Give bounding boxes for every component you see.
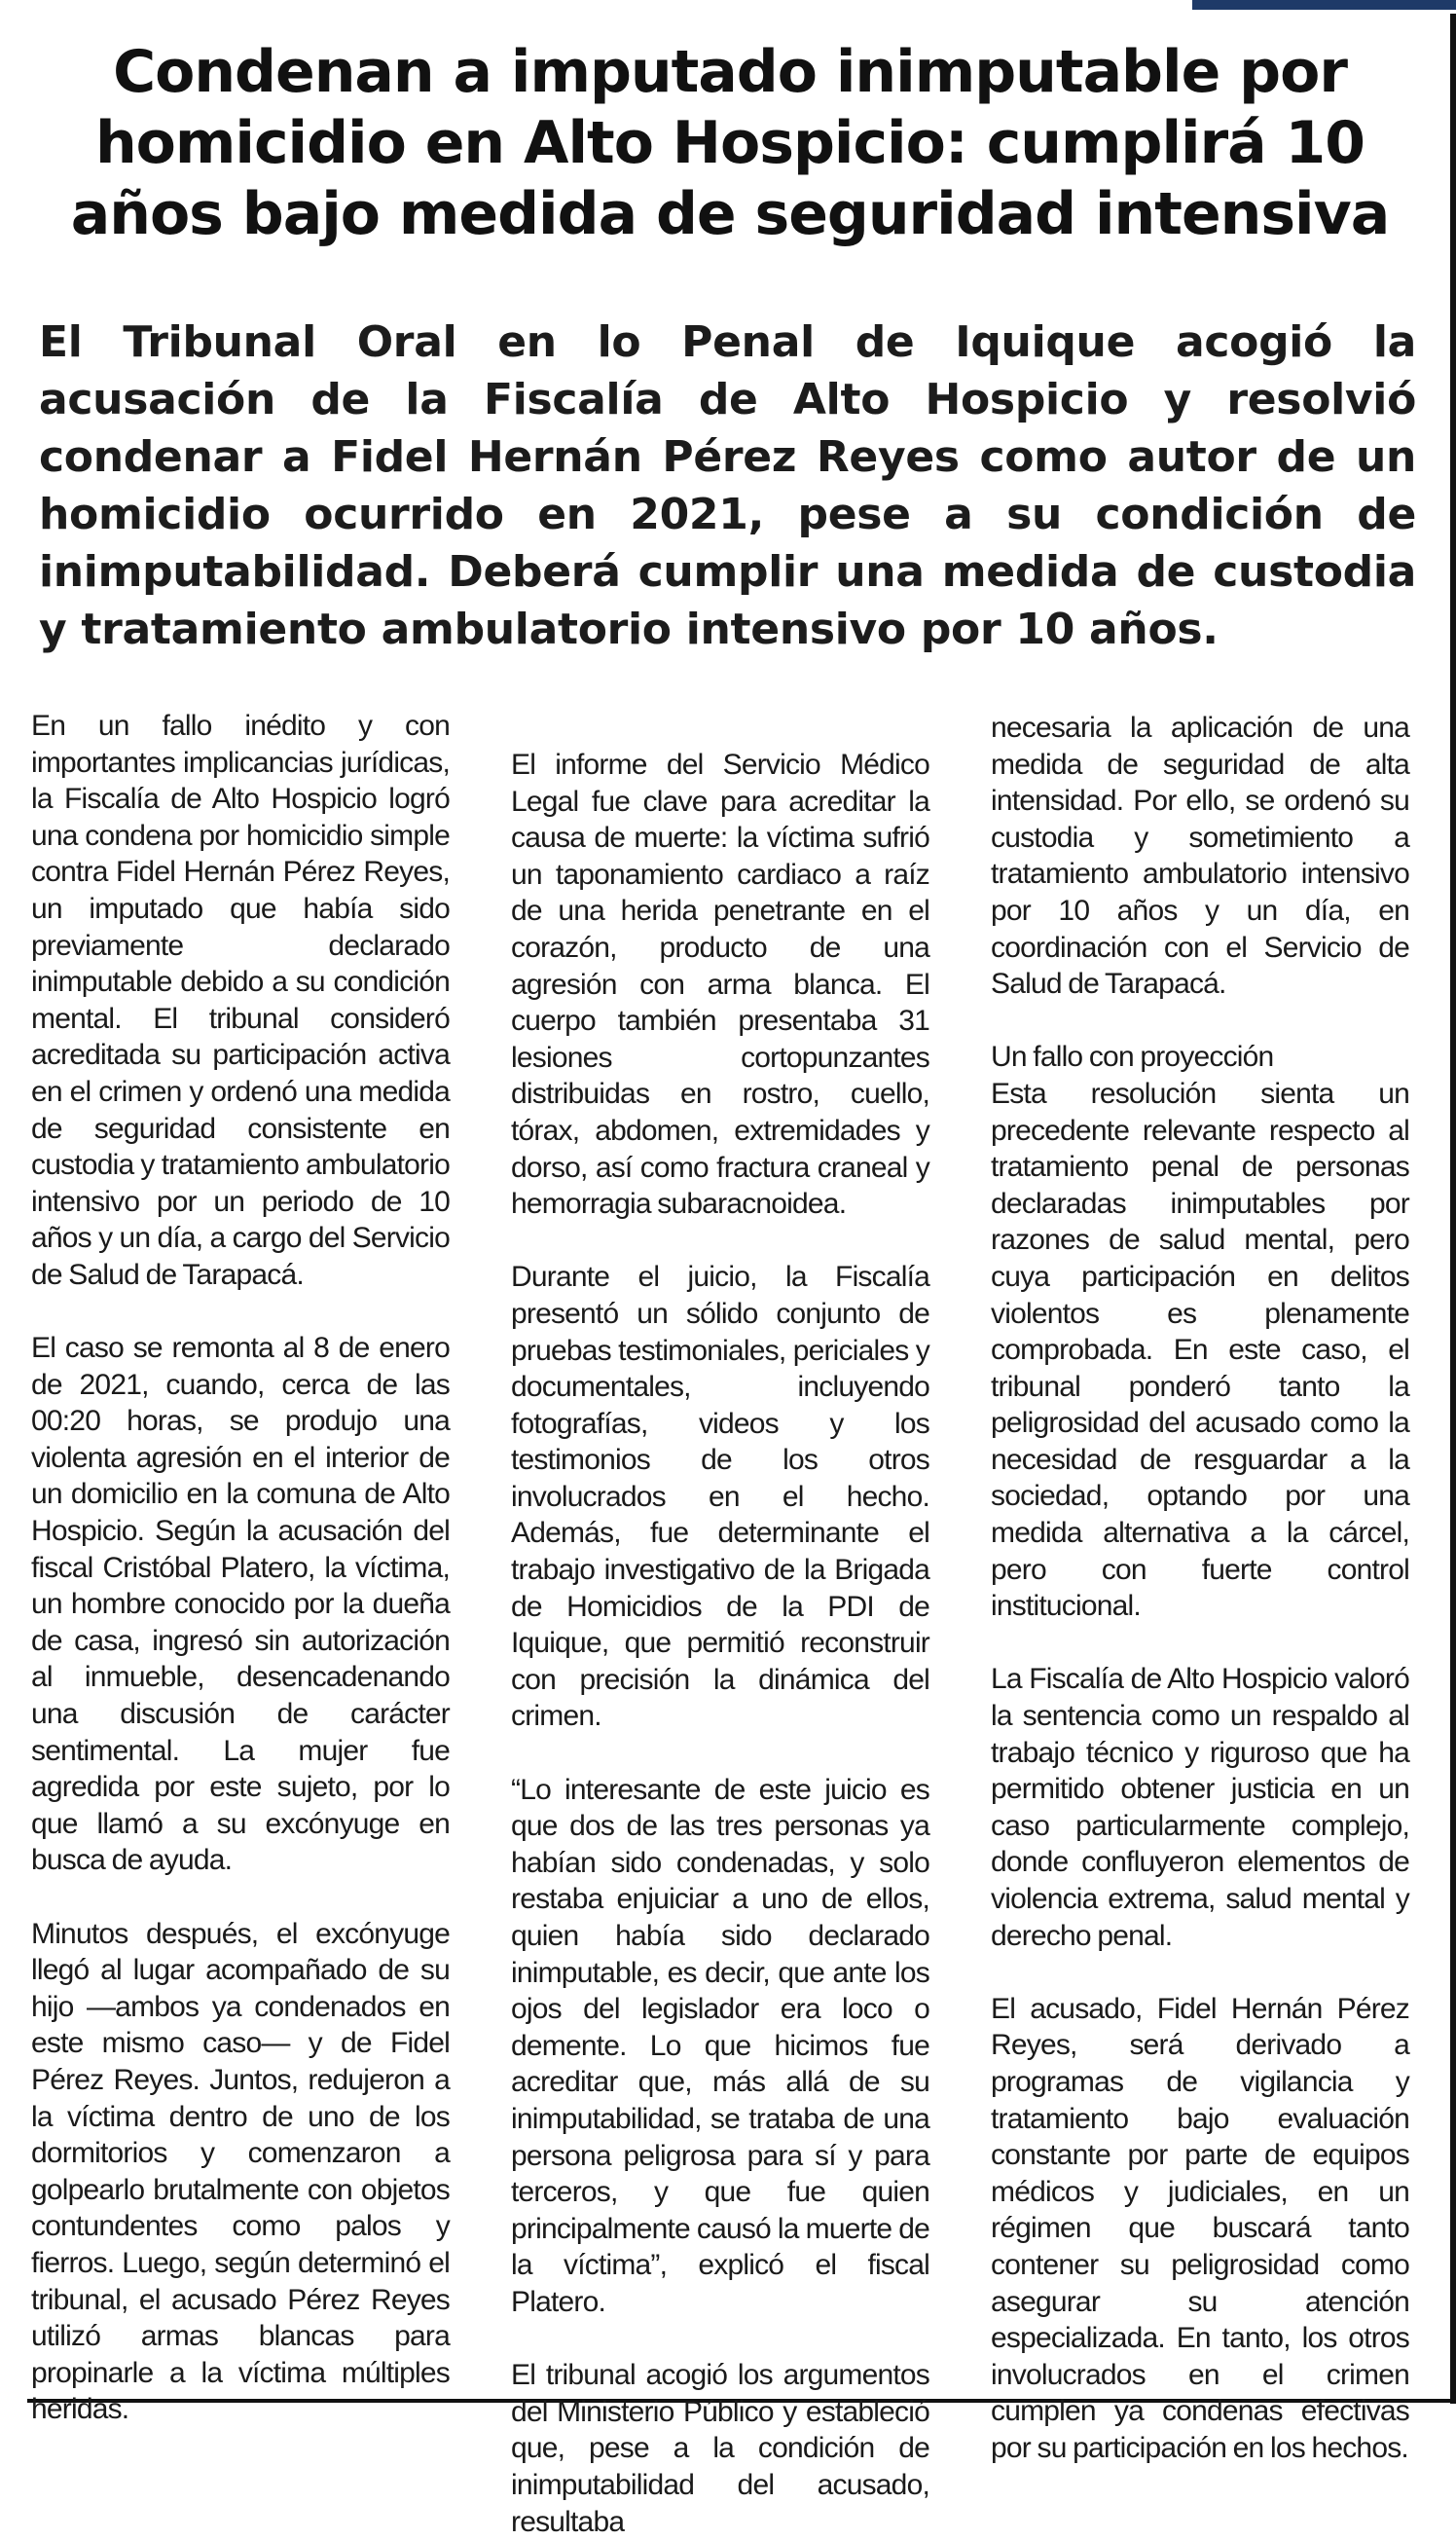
paragraph: Esta resolución sienta un precedente relevante respecto al tratamiento penal de personas declaradas inimputables por razones de salud mental, pero cuya participación en delitos violentos es plenamente comprobada. En este caso, el tribunal ponderó tanto la peligrosidad del acusado como la necesidad de resguardar a la sociedad, optando por una medida alternativa a la cárcel, pero con fuerte control institucional.	[991, 1077, 1409, 1623]
paragraph: Durante el juicio, la Fiscalía presentó un sólido conjunto de pruebas testimoniales, periciales y documentales, incluyendo fotografías, videos y los testimonios de los otros involucrados en el hecho. Además, fue determinante el trabajo investigativo de la Brigada de Homicidios de la PDI de Iquique, que permitió reconstruir con precisión la dinámica del crimen.	[511, 1261, 929, 1733]
paragraph: necesaria la aplicación de una medida de seguridad de alta intensidad. Por ello, se ordenó su custodia y sometimiento a tratamiento ambulatorio intensivo por 10 años y un día, en coordinación con el Servicio de Salud de Tarapacá.	[991, 712, 1409, 1001]
accent-bar	[1192, 0, 1456, 10]
paragraph: El acusado, Fidel Hernán Pérez Reyes, será derivado a programas de vigilancia y tratamiento bajo evaluación constante por parte de equipos médicos y judiciales, en un régimen que buscará tanto contener su peligrosidad como asegurar su atención especializada. En tanto, los otros involucrados en el crimen cumplen ya condenas efectivas por su participación en los hechos.	[991, 1992, 1409, 2464]
paragraph: El caso se remonta al 8 de enero de 2021, cuando, cerca de las 00:20 horas, se produjo una violenta agresión en el interior de un domicilio en la comuna de Alto Hospicio. Según la acusación del fiscal Cristóbal Platero, la víctima, un hombre conocido por la dueña de casa, ingresó sin autorización al inmueble, desencadenando una discusión de carácter sentimental. La mujer fue agredida por este sujeto, por lo que llamó a su excónyuge en busca de ayuda.	[31, 1332, 450, 1877]
section-subheading: Un fallo con proyección	[991, 1041, 1274, 1074]
right-border-rule	[1450, 14, 1456, 2404]
paragraph: El tribunal acogió los argumentos del Ministerio Público y estableció que, pese a la condición de inimputabilidad del acusado, resultaba	[511, 2359, 929, 2538]
paragraph: En un fallo inédito y con importantes implicancias jurídicas, la Fiscalía de Alto Hospicio logró una condena por homicidio simple contra Fidel Hernán Pérez Reyes, un imputado que había sido previamente declarado inimputable debido a su condición mental. El tribunal consideró acreditada su participación activa en el crimen y ordenó una medida de seguridad consistente en custodia y tratamiento ambulatorio intensivo por un periodo de 10 años y un día, a cargo del Servicio de Salud de Tarapacá.	[31, 710, 450, 1291]
article-column-3	[991, 710, 1409, 2467]
article-column-1	[31, 708, 450, 2428]
article-column-2	[511, 747, 929, 2540]
paragraph: Minutos después, el excónyuge llegó al lugar acompañado de su hijo —ambos ya condenados en este mismo caso— y de Fidel Pérez Reyes. Juntos, redujeron a la víctima dentro de uno de los dormitorios y comenzaron a golpearlo brutalmente con objetos contundentes como palos y fierros. Luego, según determinó el tribunal, el acusado Pérez Reyes utilizó armas blancas para propinarle a la víctima múltiples heridas.	[31, 1917, 450, 2426]
article-lede: El Tribunal Oral en lo Penal de Iquique acogió la acusación de la Fiscalía de Alto Hospicio y resolvió condenar a Fidel Hernán Pérez Reyes como autor de un homicidio ocurrido en 2021, pese a su condición de inimputabilidad. Deberá cumplir una medida de custodia y tratamiento ambulatorio intensivo por 10 años.	[39, 317, 1416, 654]
paragraph: La Fiscalía de Alto Hospicio valoró la sentencia como un respaldo al trabajo técnico y riguroso que ha permitido obtener justicia en un caso particularmente complejo, donde confluyeron elementos de violencia extrema, salud mental y derecho penal.	[991, 1663, 1409, 1952]
article-headline: Condenan a imputado inimputable por homicidio en Alto Hospicio: cumplirá 10 años bajo medida de seguridad intensiva	[70, 38, 1390, 248]
paragraph: “Lo interesante de este juicio es que dos de las tres personas ya habían sido condenadas, y solo restaba enjuiciar a uno de ellos, quien había sido declarado inimputable, es decir, que ante los ojos del legislador era loco o demente. Lo que hicimos fue acreditar que, más allá de su inimputabilidad, se trataba de una persona peligrosa para sí y para terceros, y que fue quien principalmente causó la muerte de la víctima”, explicó el fiscal Platero.	[511, 1773, 929, 2318]
paragraph: El informe del Servicio Médico Legal fue clave para acreditar la causa de muerte: la víctima sufrió un taponamiento cardiaco a raíz de una herida penetrante en el corazón, producto de una agresión con arma blanca. El cuerpo también presentaba 31 lesiones cortopunzantes distribuidas en rostro, cuello, tórax, abdomen, extremidades y dorso, así como fractura craneal y hemorragia subaracnoidea.	[511, 749, 929, 1221]
